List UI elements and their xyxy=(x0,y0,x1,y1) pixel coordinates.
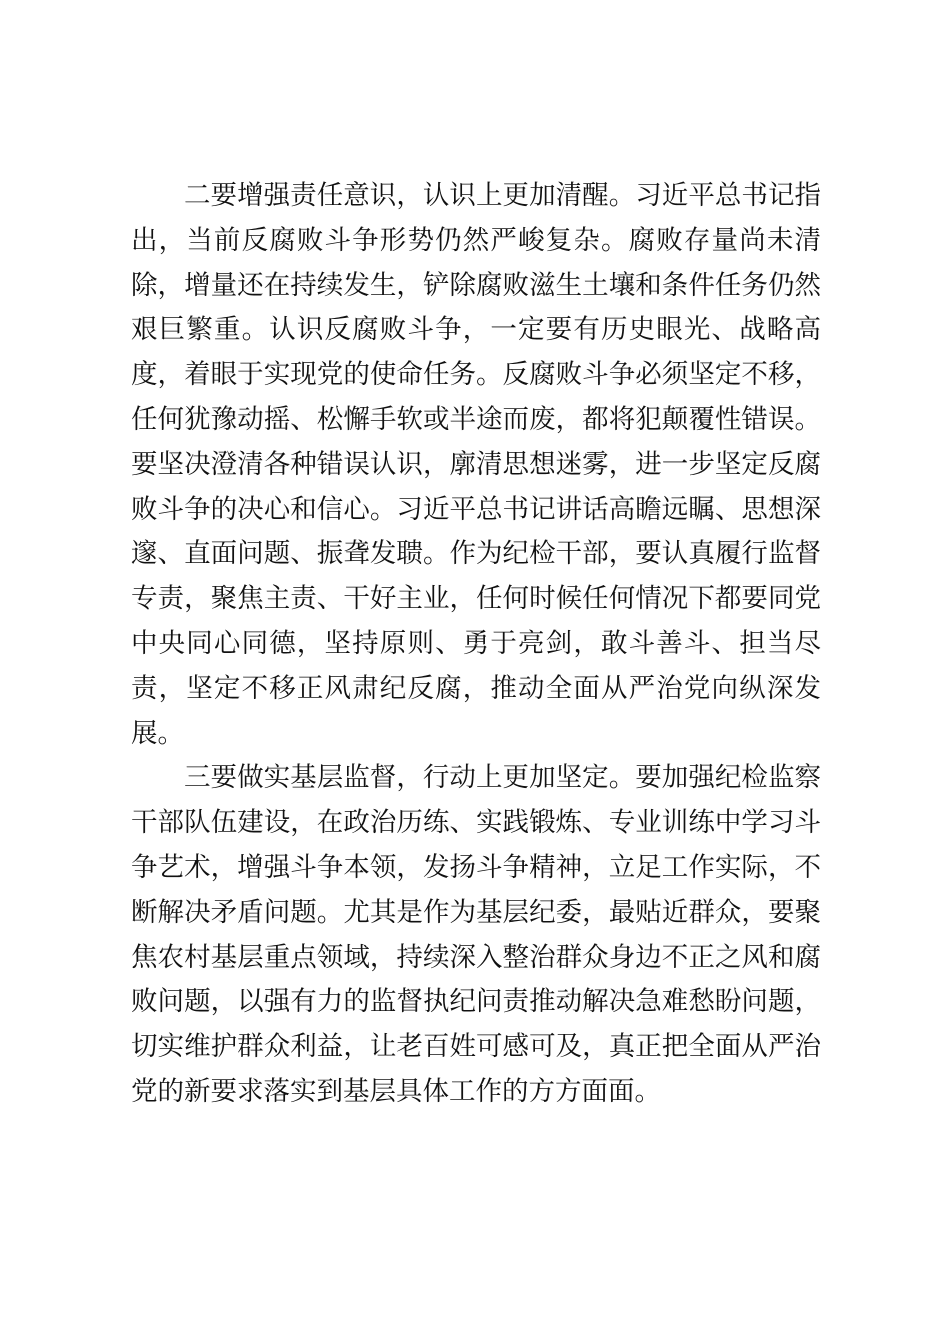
paragraph-responsibility-awareness: 二要增强责任意识，认识上更加清醒。习近平总书记指出，当前反腐败斗争形势仍然严峻复杂。腐败存量尚未清除，增量还在持续发生，铲除腐败滋生土壤和条件任务仍然艰巨繁重。认识反腐败斗争，一定要有历史眼光、战略高度，着眼于实现党的使命任务。反腐败斗争必须坚定不移，任何犹豫动摇、松懈手软或半途而废，都将犯颠覆性错误。要坚决澄清各种错误认识，廓清思想迷雾，进一步坚定反腐败斗争的决心和信心。习近平总书记讲话高瞻远瞩、思想深邃、直面问题、振聋发聩。作为纪检干部，要认真履行监督专责，聚焦主责、干好主业，任何时候任何情况下都要同党中央同心同德，坚持原则、勇于亮剑，敢斗善斗、担当尽责，坚定不移正风肃纪反腐，推动全面从严治党向纵深发展。 xyxy=(131,180,821,749)
paragraph-grassroots-supervision: 三要做实基层监督，行动上更加坚定。要加强纪检监察干部队伍建设，在政治历练、实践锻炼、专业训练中学习斗争艺术，增强斗争本领，发扬斗争精神，立足工作实际，不断解决矛盾问题。尤其是作为基层纪委，最贴近群众，要聚焦农村基层重点领域，持续深入整治群众身边不正之风和腐败问题，以强有力的监督执纪问责推动解决急难愁盼问题，切实维护群众利益，让老百姓可感可及，真正把全面从严治党的新要求落实到基层具体工作的方方面面。 xyxy=(131,762,821,1107)
document-body xyxy=(131,174,821,1115)
